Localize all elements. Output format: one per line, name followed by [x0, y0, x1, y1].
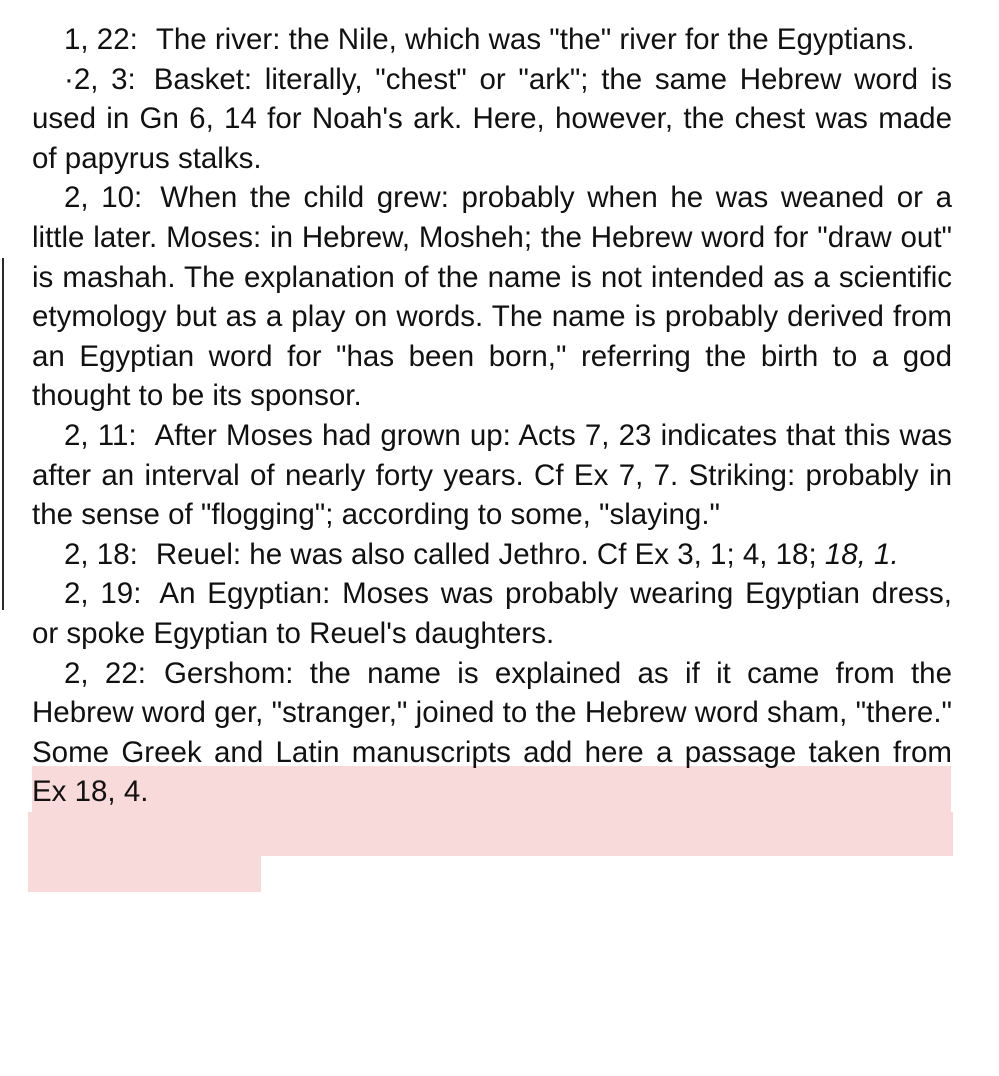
note-2-3 — [32, 60, 952, 179]
note-2-11 — [32, 416, 952, 535]
note-reference: 2, 19: — [64, 577, 142, 611]
highlight-band — [28, 856, 261, 892]
note-cross-reference: 18, 1. — [824, 537, 899, 571]
note-text: Basket: literally, "chest" or "ark"; the same Hebrew word is used in Gn 6, 14 for Noah's ark. Here, however, the chest was made of papyrus stalks. — [32, 62, 953, 175]
note-reference: 2, 18: — [64, 537, 138, 571]
note-1-22 — [32, 20, 952, 60]
note-text: An Egyptian: Moses was probably wearing Egyptian dress, or spoke Egyptian to Reuel's daughters. — [32, 577, 952, 650]
note-text: When the child grew: probably when he was weaned or a little later. Moses: in Hebrew, Mosheh; the Hebrew word for "draw out" is mashah. The explanation of the name is not intended as a scientific etymology but as a play on words. The name is probably derived from an Egyptian word for "has been born," referring the birth to a god thought to be its sponsor. — [32, 181, 952, 413]
note-text: Reuel: he was also called Jethro. Cf Ex 3, 1; 4, 18; — [155, 537, 817, 571]
margin-rule — [2, 258, 4, 610]
note-reference: 2, 22: — [64, 656, 146, 690]
note-text: After Moses had grown up: Acts 7, 23 indicates that this was after an interval of nearly forty years. Cf Ex 7, 7. Striking: probably in the sense of "flogging"; according to some, "slaying." — [32, 418, 952, 532]
note-2-19 — [32, 574, 952, 653]
footnotes-body — [32, 20, 952, 812]
note-2-22 — [32, 654, 952, 812]
note-reference: 2, 11: — [64, 418, 137, 452]
highlight-band — [28, 812, 953, 856]
note-reference: 2, 10: — [64, 181, 143, 215]
note-2-10 — [32, 178, 952, 416]
note-text: The river: the Nile, which was "the" river for the Egyptians. — [155, 23, 915, 56]
note-reference: ·2, 3: — [64, 62, 136, 96]
note-text: Gershom: the name is explained as if it came from the Hebrew word ger, "stranger," joined to the Hebrew word sham, "there." Some Greek and Latin manuscripts add here a passage taken from Ex 18, 4. — [32, 656, 952, 809]
note-2-18 — [32, 535, 952, 575]
note-reference: 1, 22: — [64, 23, 138, 56]
